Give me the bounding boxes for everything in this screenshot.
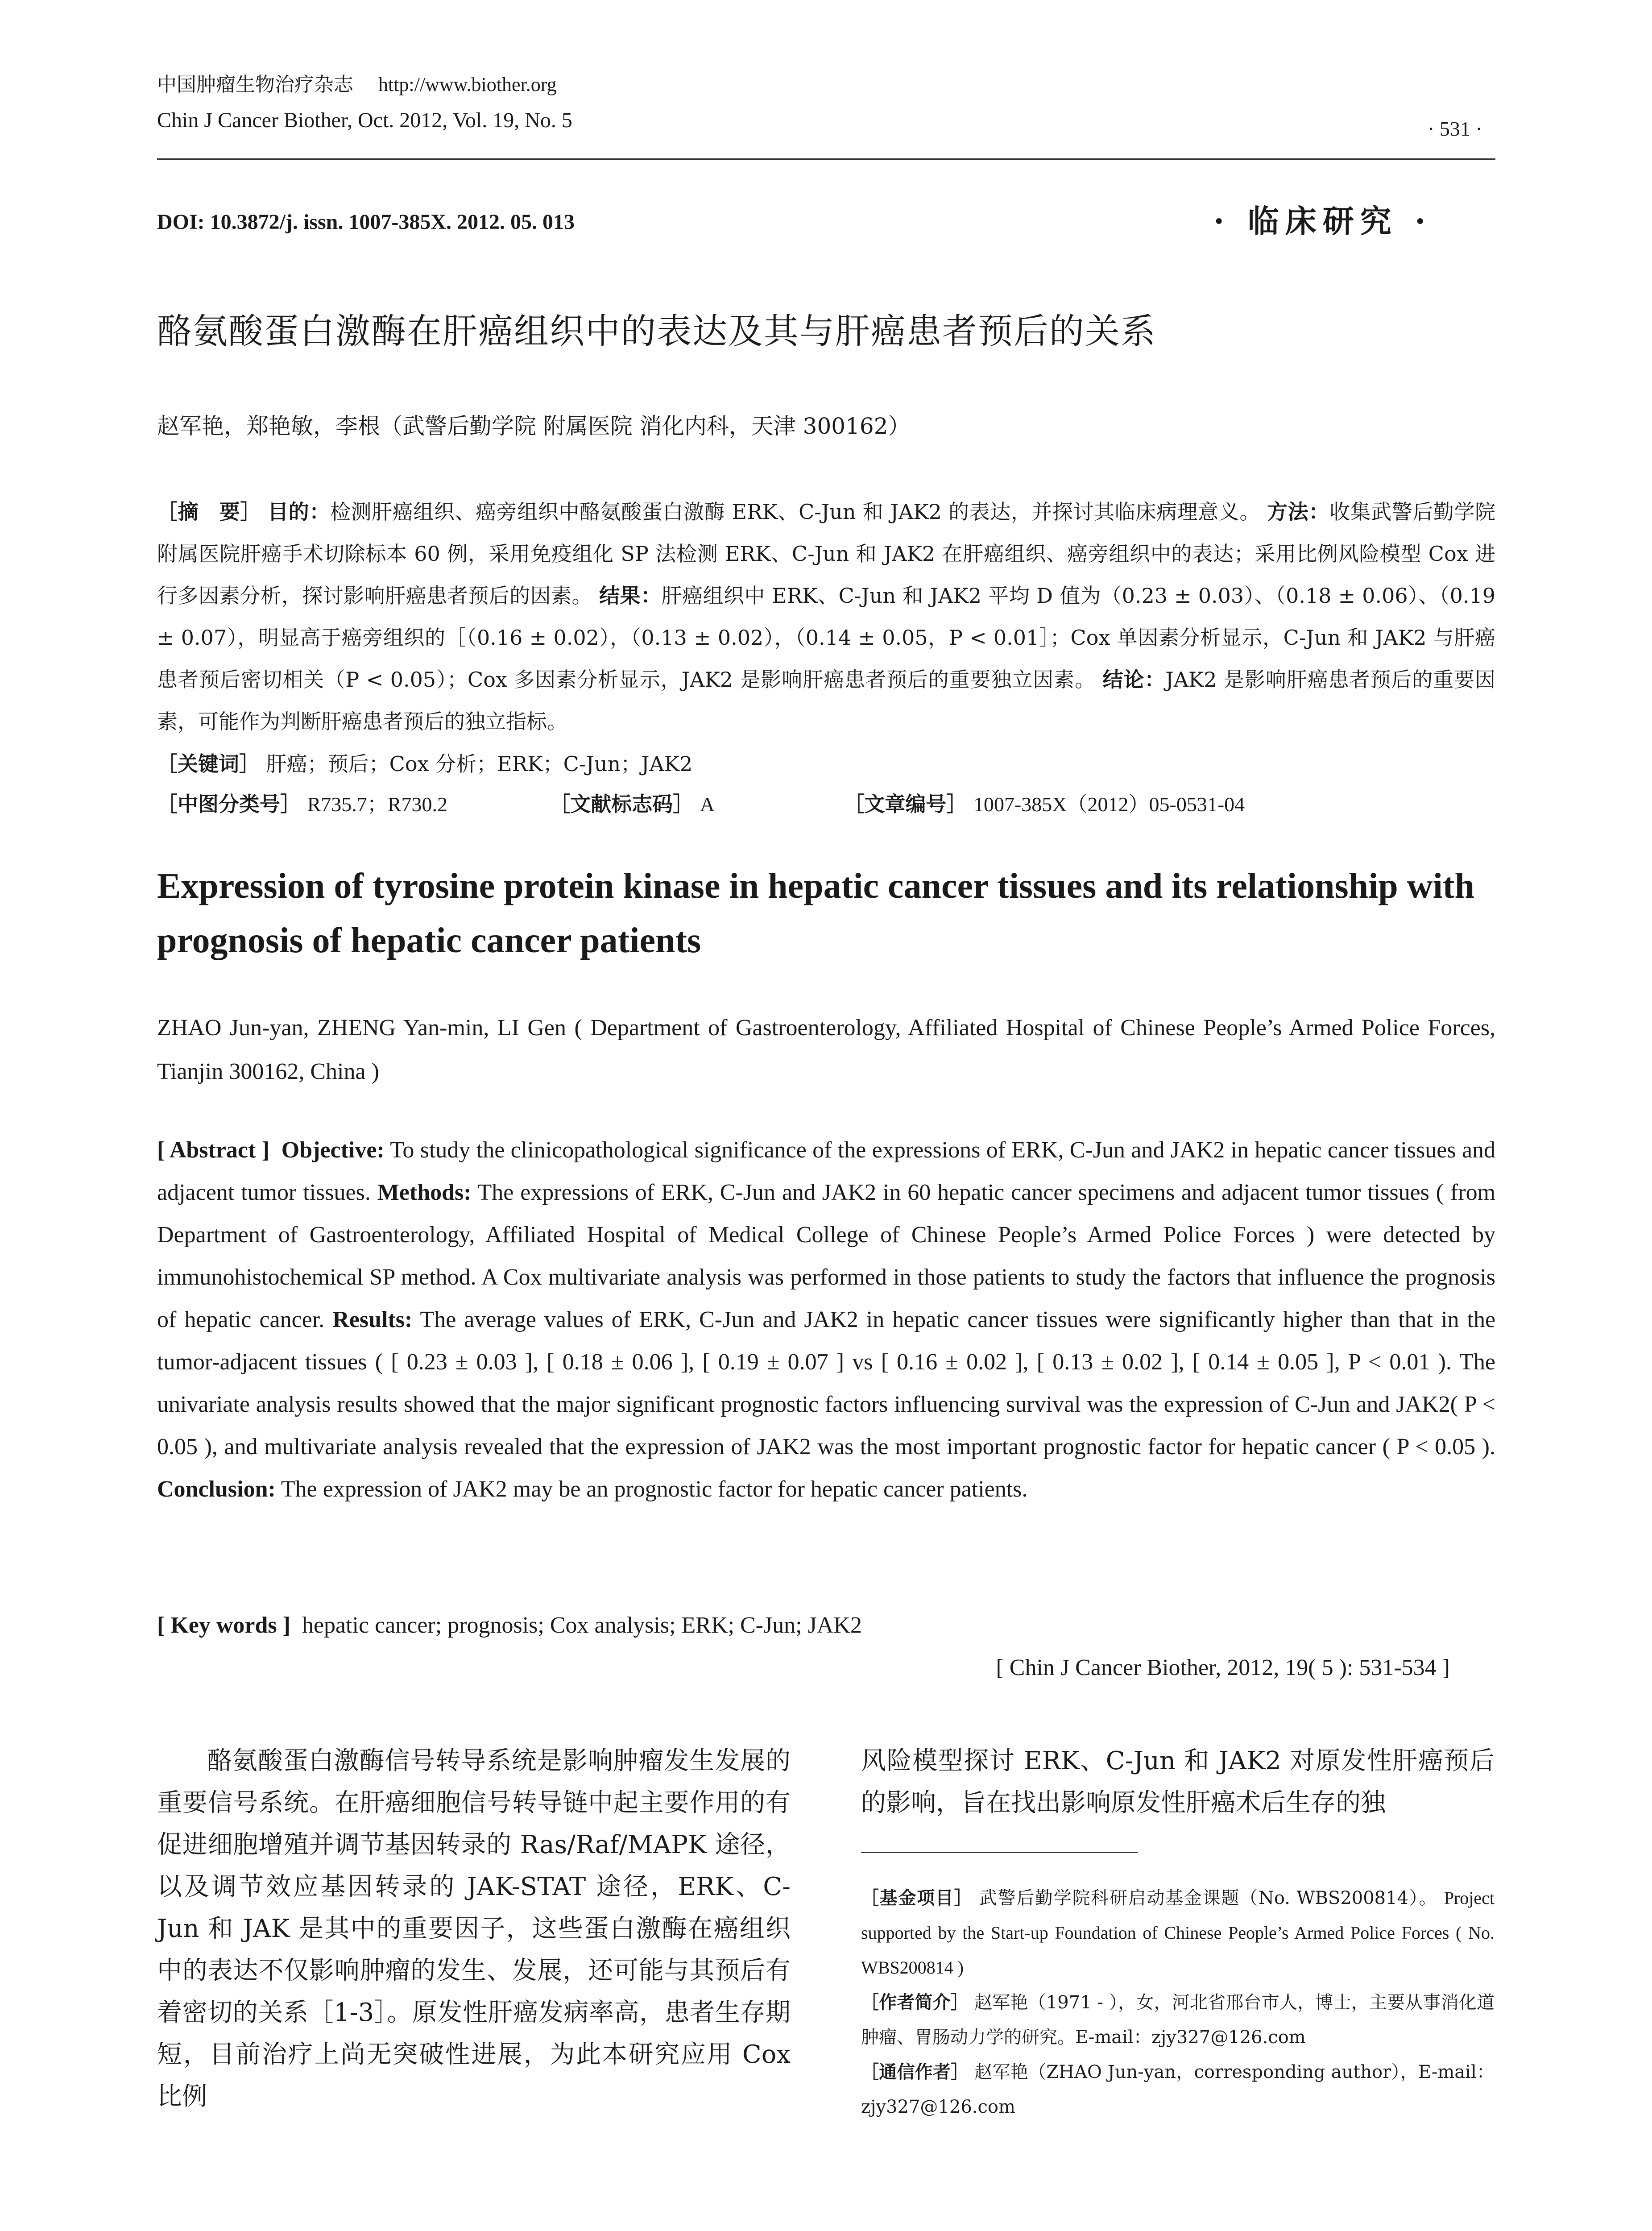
conclusion-cn: JAK2 是影响肝癌患者预后的重要因素，可能作为判断肝癌患者预后的独立指标。 [157, 668, 1496, 734]
fund-en: Project supported by the Start-up Foundation of Chinese People’s Armed Police Forces ( No. WBS200814 ) [861, 1888, 1495, 1978]
article-value: 1007-385X（2012）05-0531-04 [973, 793, 1245, 816]
results-cn: 肝癌组织中 ERK、C-Jun 和 JAK2 平均 D 值为（0.23 ± 0.03）、（0.18 ± 0.06）、（0.19 ± 0.07），明显高于癌旁组织的［（0.16 ± 0.02），（0.13 ± 0.02），（0.14 ± 0.05，P < 0.01］；Cox 单因素分析显示，C-Jun 和 JAK2 与肝癌患者预后密切相关（P < 0.05）；Cox 多因素分析显示，JAK2 是影响肝癌患者预后的重要独立因素。 [157, 584, 1496, 692]
methods-cn-label: 方法： [1267, 500, 1329, 524]
page-number: · 531 · [1428, 117, 1482, 140]
keywords-cn-text: 肝癌；预后；Cox 分析；ERK；C-Jun；JAK2 [266, 752, 693, 776]
section-label: · 临床研究 · [1213, 203, 1432, 240]
class-label: ［中图分类号］ [157, 792, 301, 816]
abstract-cn-label: ［摘 要］ [157, 500, 261, 524]
objective-en-label: Objective: [281, 1137, 385, 1163]
footnote-rule [861, 1852, 1138, 1853]
title-en: Expression of tyrosine protein kinase in hepatic cancer tissues and its relationship with prognosis of hepatic cancer patients [157, 867, 1474, 960]
article-label: ［文章编号］ [844, 792, 967, 816]
class-value: R735.7；R730.2 [307, 793, 447, 816]
body-column-right [861, 1740, 1495, 1824]
code-value: A [700, 793, 715, 816]
footnote-author [861, 1985, 1495, 2055]
authors-cn: 赵军艳，郑艳敏，李根（武警后勤学院 附属医院 消化内科，天津 300162） [157, 413, 911, 439]
footnote-fund [861, 1881, 1495, 1985]
journal-name-en: Chin J Cancer Biother, Oct. 2012, Vol. 19, No. 5 [157, 108, 572, 132]
citation: [ Chin J Cancer Biother, 2012, 19( 5 ): 531-534 ] [996, 1655, 1450, 1680]
title-cn: 酪氨酸蛋白激酶在肝癌组织中的表达及其与肝癌患者预后的关系 [157, 311, 1157, 352]
author-label: ［作者简介］ [861, 1992, 969, 2013]
keywords-cn [157, 743, 1495, 785]
keywords-en-text: hepatic cancer; prognosis; Cox analysis; ERK; C-Jun; JAK2 [302, 1613, 862, 1638]
authors-en: ZHAO Jun-yan, ZHENG Yan-min, LI Gen ( Department of Gastroenterology, Affiliated Hospital of Chinese People’s Armed Police Forces, Tianjin 300162, China ) [157, 1015, 1495, 1084]
results-en-label: Results: [332, 1307, 413, 1332]
conclusion-en-label: Conclusion: [157, 1476, 276, 1502]
abstract-en [157, 1129, 1495, 1510]
keywords-cn-label: ［关键词］ [157, 752, 260, 776]
objective-en: To study the clinicopathological significance of the expressions of ERK, C-Jun and JAK2 in hepatic cancer tissues and adjacent tumor tissues. [157, 1137, 1496, 1205]
classification-line [157, 783, 1495, 825]
footnote-corresponding [861, 2055, 1495, 2124]
doi: DOI: 10.3872/j. issn. 1007-385X. 2012. 05. 013 [157, 210, 575, 234]
corr-text: 赵军艳（ZHAO Jun-yan，corresponding author），E-mail：zjy327@126.com [861, 2062, 1495, 2117]
keywords-en [157, 1604, 1495, 1646]
conclusion-cn-label: 结论： [1102, 668, 1166, 692]
footnotes [861, 1881, 1495, 2124]
author-text: 赵军艳（1971 - ），女，河北省邢台市人，博士，主要从事消化道肿瘤、胃肠动力学的研究。E-mail：zjy327@126.com [861, 1992, 1495, 2048]
fund-cn: 武警后勤学院科研启动基金课题（No. WBS200814）。 [979, 1888, 1438, 1908]
results-en: The average values of ERK, C-Jun and JAK2 in hepatic cancer tissues were significantly higher than that in the tumor-adjacent tissues ( [ 0.23 ± 0.03 ], [ 0.18 ± 0.06 ], [ 0.19 ± 0.07 ] vs [ 0.16 ± 0.02 ], [ 0.13 ± 0.02 ], [ 0.14 ± 0.05 ], P < 0.01 ). The univariate analysis results showed that the major significant prognostic factors influencing survival was the expression of C-Jun and JAK2( P < 0.05 ), and multivariate analysis revealed that the expression of JAK2 was the most important prognostic factor for hepatic cancer ( P < 0.05 ). [157, 1307, 1496, 1460]
conclusion-en: The expression of JAK2 may be an prognostic factor for hepatic cancer patients. [281, 1476, 1028, 1502]
objective-cn: 检测肝癌组织、癌旁组织中酪氨酸蛋白激酶 ERK、C-Jun 和 JAK2 的表达，并探讨其临床病理意义。 [330, 500, 1260, 524]
abstract-en-label: [ Abstract ] [157, 1137, 270, 1163]
header-rule [157, 158, 1495, 160]
methods-en-label: Methods: [377, 1180, 472, 1205]
methods-cn: 收集武警后勤学院附属医院肝癌手术切除标本 60 例，采用免疫组化 SP 法检测 ERK、C-Jun 和 JAK2 在肝癌组织、癌旁组织中的表达；采用比例风险模型 Cox 进行多因素分析，探讨影响肝癌患者预后的因素。 [157, 500, 1496, 608]
objective-cn-label: 目的： [268, 500, 330, 524]
corr-label: ［通信作者］ [861, 2062, 969, 2082]
body-paragraph-1: 酪氨酸蛋白激酶信号转导系统是影响肿瘤发生发展的重要信号系统。在肝癌细胞信号转导链中起主要作用的有促进细胞增殖并调节基因转录的 Ras/Raf/MAPK 途径，以及调节效应基因转录的 JAK-STAT 途径，ERK、C-Jun 和 JAK 是其中的重要因子，这些蛋白激酶在癌组织中的表达不仅影响肿瘤的发生、发展，还可能与其预后有着密切的关系［1-3］。原发性肝癌发病率高，患者生存期短，目前治疗上尚无突破性进展，为此本研究应用 Cox 比例 [157, 1746, 791, 2111]
code-label: ［文献标志码］ [550, 792, 694, 816]
results-cn-label: 结果： [599, 584, 662, 608]
keywords-en-label: [ Key words ] [157, 1613, 290, 1638]
journal-header [157, 67, 915, 138]
fund-label: ［基金项目］ [861, 1888, 973, 1908]
abstract-cn [157, 491, 1495, 742]
methods-en: The expressions of ERK, C-Jun and JAK2 in 60 hepatic cancer specimens and adjacent tumor tissues ( from Department of Gastroenterology, Affiliated Hospital of Medical College of Chinese People’s Armed Police Forces ) were detected by immunohistochemical SP method. A Cox multivariate analysis was performed in those patients to study the factors that influence the prognosis of hepatic cancer. [157, 1180, 1496, 1332]
journal-url[interactable]: http://www.biother.org [378, 74, 557, 95]
journal-name-cn: 中国肿瘤生物治疗杂志 [157, 73, 353, 96]
body-paragraph-2: 风险模型探讨 ERK、C-Jun 和 JAK2 对原发性肝癌预后的影响，旨在找出影响原发性肝癌术后生存的独 [861, 1746, 1495, 1817]
body-column-left [157, 1740, 791, 2118]
